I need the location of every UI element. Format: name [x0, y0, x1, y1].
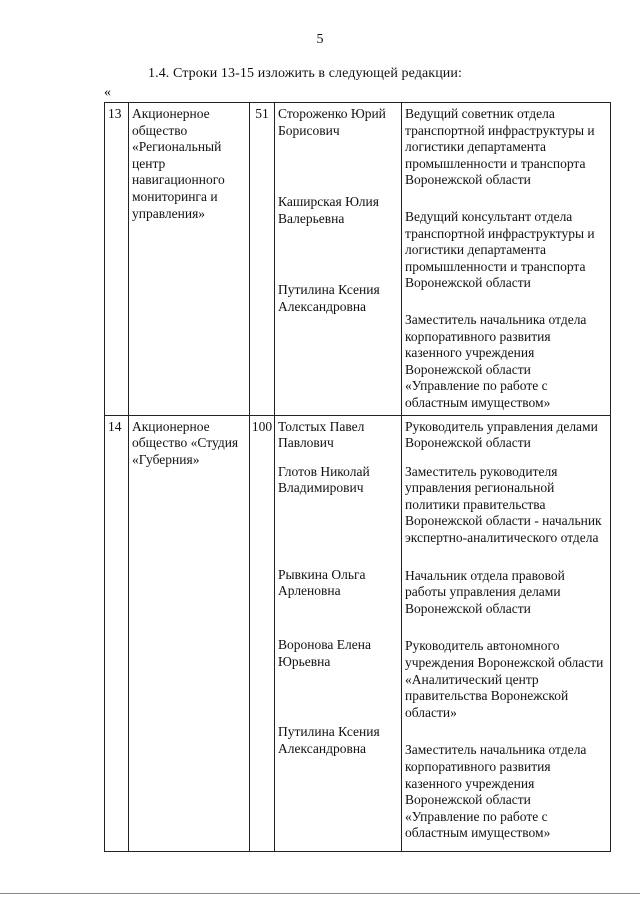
board-members-table [104, 102, 611, 852]
member-name: Каширская Юлия Валерьевна [278, 194, 379, 226]
member-position: Начальник отдела правовой работы управления делами Воронежской области [405, 567, 565, 616]
state-share: 51 [250, 103, 275, 416]
amendment-intro: 1.4. Строки 13-15 изложить в следующей редакции: [148, 66, 462, 81]
members-names [275, 103, 402, 416]
table-row [105, 415, 611, 851]
row-number: 14 [105, 415, 129, 851]
member-position: Ведущий советник отдела транспортной инфраструктуры и логистики департамента промышленности и транспорта Воронежской области [405, 106, 595, 188]
members-positions [402, 415, 611, 851]
member-position: Руководитель управления делами Воронежской области [405, 418, 598, 451]
table-row [105, 103, 611, 416]
opening-quote: « [104, 85, 111, 100]
page-bottom-edge [0, 893, 640, 894]
member-position: Заместитель руководителя управления региональной политики правительства Воронежской области - начальник экспертно-аналитического отдела [405, 463, 602, 546]
state-share: 100 [250, 415, 275, 851]
member-position: Заместитель начальника отдела корпоративного развития казенного учреждения Воронежской области «Управление по работе с областным имуществом» [405, 311, 587, 410]
member-name: Глотов Николай Владимирович [278, 463, 370, 496]
member-name: Стороженко Юрий Борисович [278, 106, 386, 138]
member-name: Рывкина Ольга Арленовна [278, 566, 366, 599]
member-name: Воронова Елена Юрьевна [278, 637, 371, 669]
organization-name: Акционерное общество «Региональный центр навигационного мониторинга и управления» [129, 103, 250, 416]
page-number: 5 [316, 32, 324, 47]
members-positions [402, 103, 611, 416]
member-position: Заместитель начальника отдела корпоративного развития казенного учреждения Воронежской области «Управление по работе с областным имуществом» [405, 742, 587, 841]
organization-name: Акционерное общество «Студия «Губерния» [129, 415, 250, 851]
member-name: Толстых Павел Павлович [278, 418, 365, 451]
members-names [275, 415, 402, 851]
row-number: 13 [105, 103, 129, 416]
member-position: Руководитель автономного учреждения Воронежской области «Аналитический центр правительства Воронежской области» [405, 638, 604, 720]
member-name: Путилина Ксения Александровна [278, 724, 380, 756]
member-name: Путилина Ксения Александровна [278, 282, 380, 314]
member-position: Ведущий консультант отдела транспортной инфраструктуры и логистики департамента промышленности и транспорта Воронежской области [405, 208, 595, 291]
